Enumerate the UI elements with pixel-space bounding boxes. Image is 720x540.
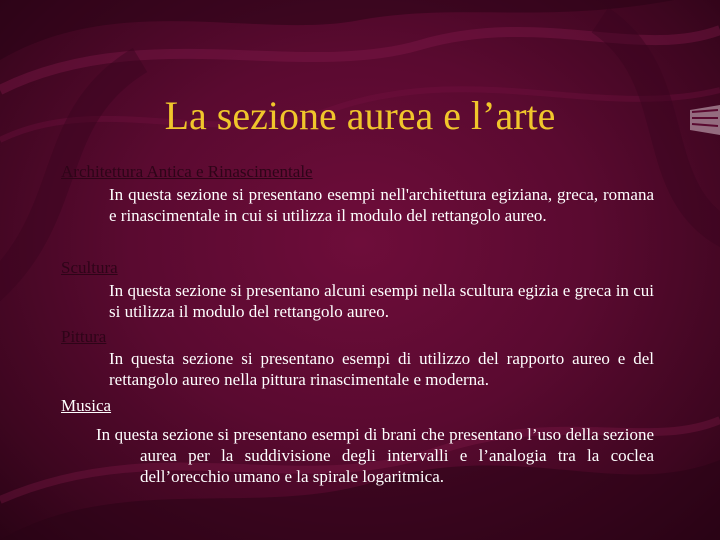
- architettura-description: In questa sezione si presentano esempi nell'architettura egiziana, greca, romana e rinascimentale in cui si utilizza il modulo del rettangolo aureo.: [109, 185, 654, 225]
- musica-description: In questa sezione si presentano esempi di brani che presentano l’uso della sezione aurea per la suddivisione degli intervalli e l’analogia tra la coclea dell’orecchio umano e la spirale logaritmica.: [96, 425, 654, 486]
- heading-musica[interactable]: Musica: [61, 396, 112, 415]
- link-architettura[interactable]: Architettura Antica e Rinascimentale: [61, 162, 313, 181]
- slide-title: La sezione aurea e l’arte: [164, 93, 556, 138]
- pittura-description: In questa sezione si presentano esempi di utilizzo del rapporto aureo e del rettangolo aureo nella pittura rinascimentale e moderna.: [109, 349, 654, 389]
- link-pittura[interactable]: Pittura: [61, 327, 107, 346]
- link-scultura[interactable]: Scultura: [61, 258, 118, 277]
- scultura-description: In questa sezione si presentano alcuni esempi nella scultura egizia e greca in cui si utilizza il modulo del rettangolo aureo.: [109, 281, 654, 321]
